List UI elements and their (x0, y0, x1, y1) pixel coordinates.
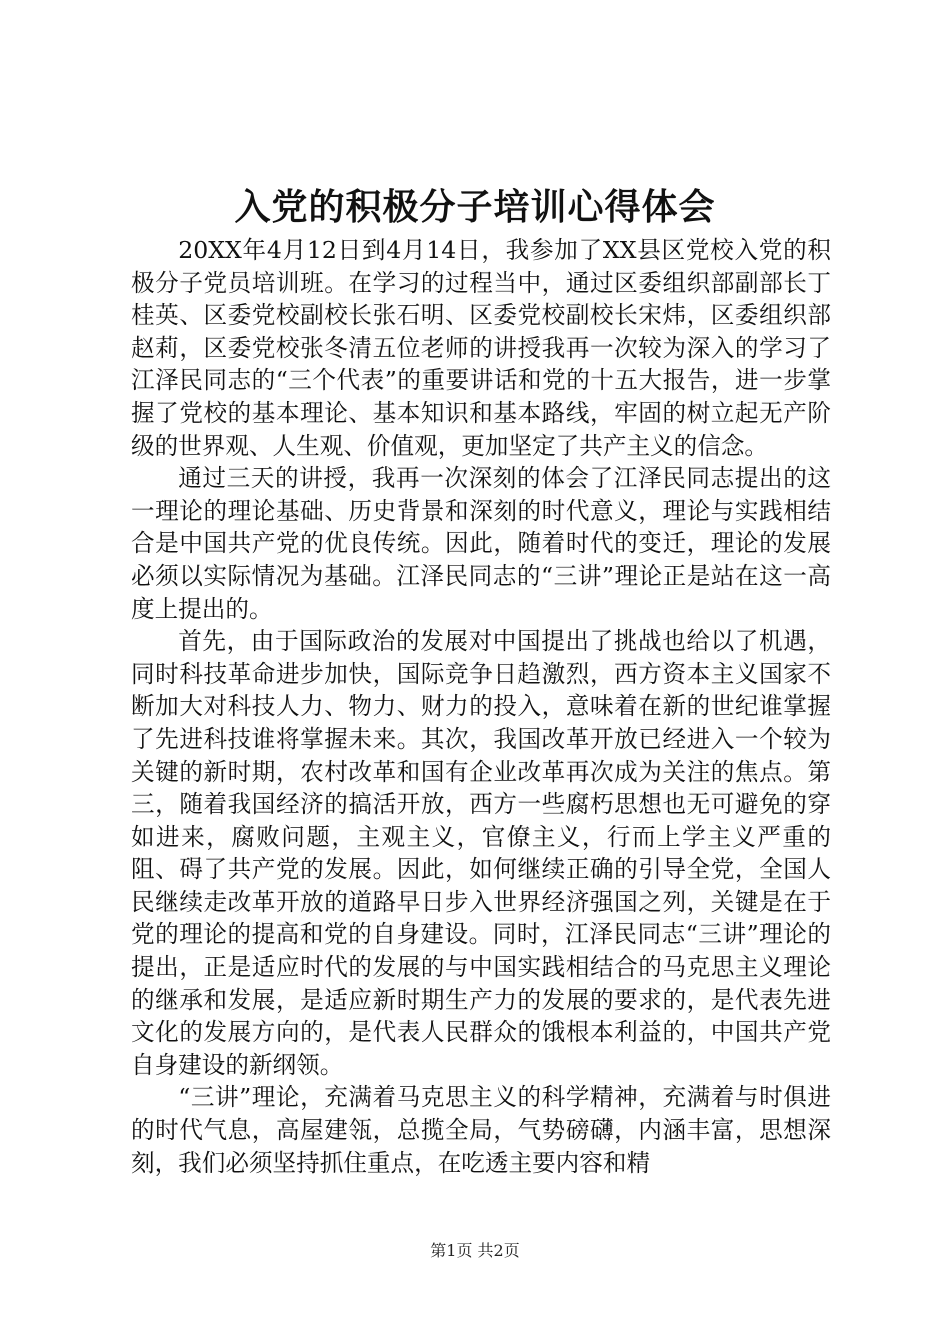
paragraph-2: 通过三天的讲授，我再一次深刻的体会了江泽民同志提出的这一理论的理论基础、历史背景和深刻的时代意义，理论与实践相结合是中国共产党的优良传统。因此，随着时代的变迁，理论的发展必须以实际情况为基础。江泽民同志的“三讲”理论正是站在这一高度上提出的。 (131, 464, 831, 623)
document-title: 入党的积极分子培训心得体会 (234, 187, 716, 228)
paragraph-1: 20XX年4月12日到4月14日，我参加了XX县区党校入党的积极分子党员培训班。在学习的过程当中，通过区委组织部副部长丁桂英、区委党校副校长张石明、区委党校副校长宋炜，区委组织部赵莉，区委党校张冬清五位老师的讲授我再一次较为深入的学习了江泽民同志的“三个代表”的重要讲话和党的十五大报告，进一步掌握了党校的基本理论、基本知识和基本路线，牢固的树立起无产阶级的世界观、人生观、价值观，更加坚定了共产主义的信念。 (131, 236, 831, 460)
document-body (131, 234, 831, 1179)
paragraph-3: 首先，由于国际政治的发展对中国提出了挑战也给以了机遇，同时科技革命进步加快，国际竞争日趋激烈，西方资本主义国家不断加大对科技人力、物力、财力的投入，意味着在新的世纪谁掌握了先进科技谁将掌握未来。其次，我国改革开放已经进入一个较为关键的新时期，农村改革和国有企业改革再次成为关注的焦点。第三，随着我国经济的搞活开放，西方一些腐朽思想也无可避免的穿如进来，腐败问题，主观主义，官僚主义，行而上学主义严重的阻、碍了共产党的发展。因此，如何继续正确的引导全党，全国人民继续走改革开放的道路早日步入世界经济强国之列，关键是在于党的理论的提高和党的自身建设。同时，江泽民同志“三讲”理论的提出，正是适应时代的发展的与中国实践相结合的马克思主义理论的继承和发展，是适应新时期生产力的发展的要求的，是代表先进文化的发展方向的，是代表人民群众的饿根本利益的，中国共产党自身建设的新纲领。 (131, 627, 831, 1079)
page-footer: 第1页 共2页 (430, 1241, 520, 1260)
paragraph-4: “三讲”理论，充满着马克思主义的科学精神，充满着与时俱进的时代气息，高屋建瓴，总揽全局，气势磅礴，内涵丰富，思想深刻，我们必须坚持抓住重点，在吃透主要内容和精 (131, 1083, 831, 1177)
